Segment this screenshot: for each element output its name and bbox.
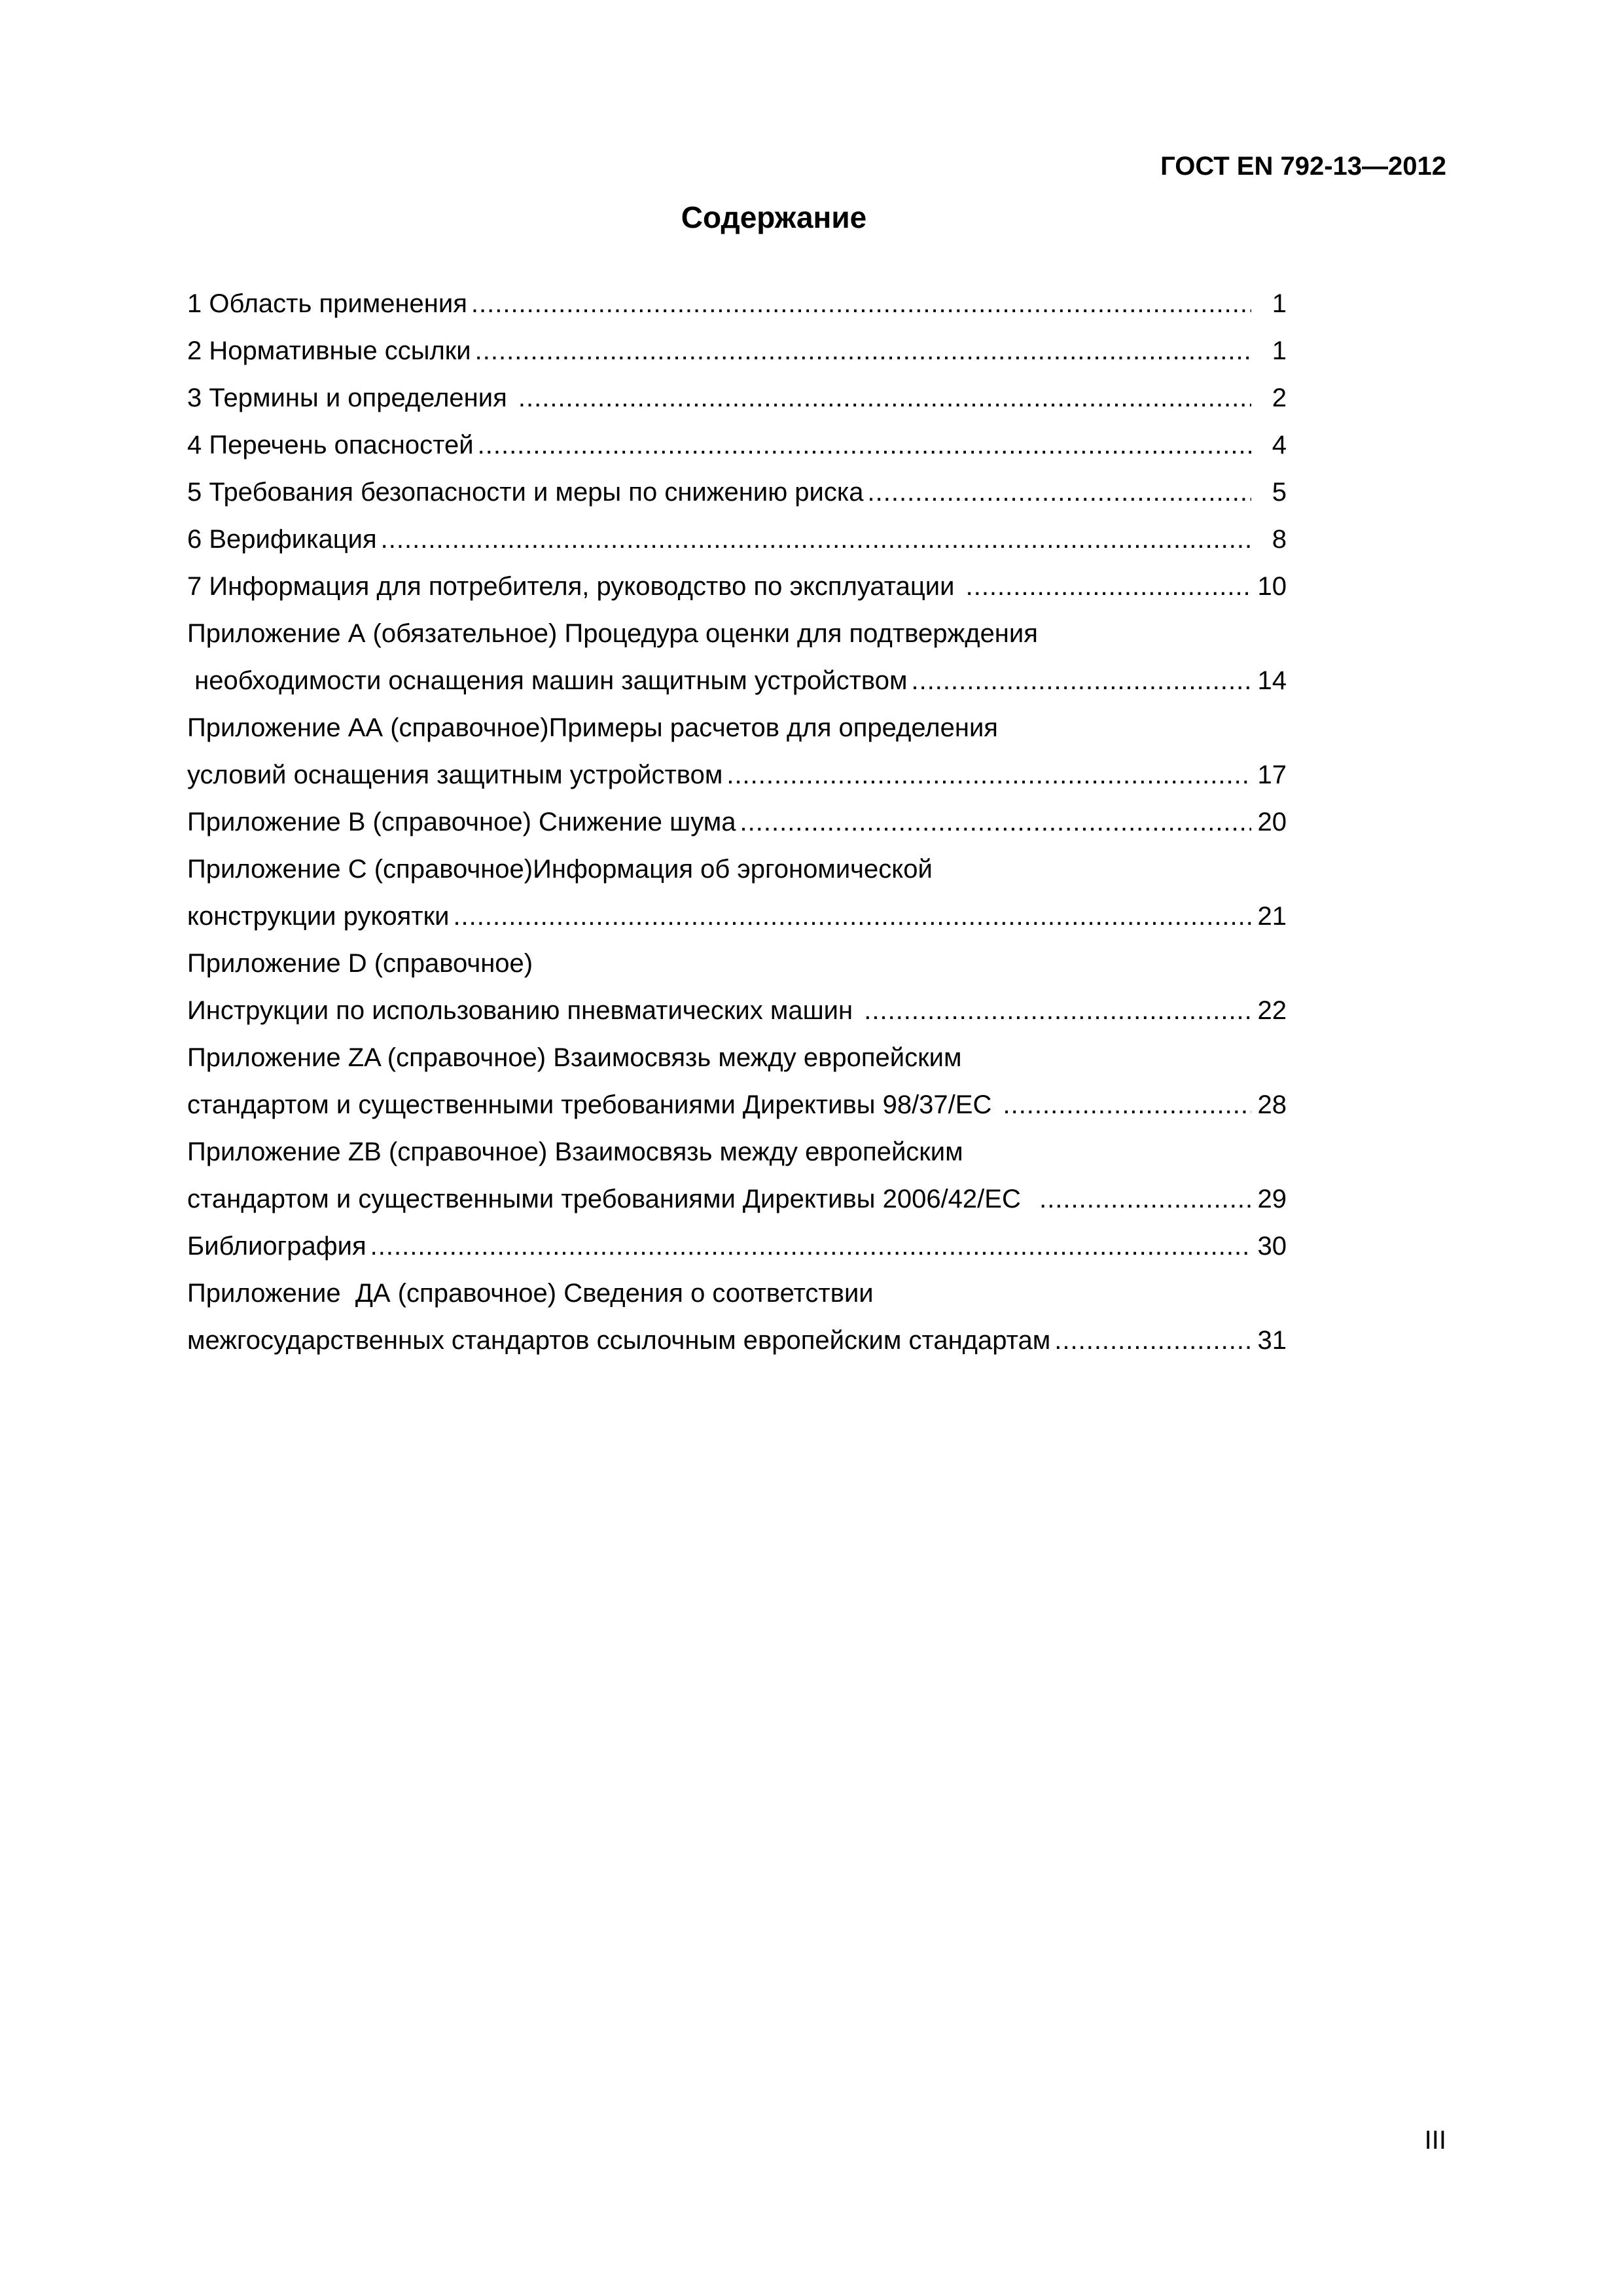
toc-entry-text: конструкции рукоятки (187, 902, 450, 931)
toc-entry (187, 704, 1287, 751)
toc-entry (187, 610, 1287, 657)
toc-entry (187, 1317, 1287, 1364)
toc-entry-page: 29 (1257, 1185, 1287, 1213)
toc-dot-leader (1054, 1317, 1251, 1364)
toc-entry-page: 1 (1272, 289, 1287, 318)
page-title: Содержание (681, 200, 867, 234)
toc-entry (187, 940, 1287, 987)
toc-entry-text: стандартом и существенными требованиями Директивы 2006/42/ЕС (187, 1185, 1036, 1213)
toc-entry-page: 22 (1257, 996, 1287, 1025)
toc-entry-text: Приложение АА (справочное)Примеры расчетов для определения (187, 713, 998, 742)
toc-entry-page: 28 (1257, 1090, 1287, 1119)
toc-entry-page: 17 (1257, 761, 1287, 789)
toc-dot-leader (911, 657, 1251, 704)
toc-entry (187, 469, 1287, 516)
toc-entry (187, 563, 1287, 610)
toc-entry-text: 5 Требования безопасности и меры по снижению риска (187, 478, 864, 507)
page-number: III (1424, 2126, 1446, 2155)
toc-entry-text: 1 Область применения (187, 289, 467, 318)
toc-dot-leader (370, 1223, 1251, 1270)
toc-entry-text: Приложение D (справочное) (187, 949, 533, 978)
toc-entry-text: стандартом и существенными требованиями Директивы 98/37/ЕС (187, 1090, 999, 1119)
toc-dot-leader (453, 893, 1251, 940)
toc-dot-leader (471, 280, 1251, 327)
toc-entry-text: межгосударственных стандартов ссылочным европейским стандартам (187, 1326, 1051, 1355)
toc-entry-text: Инструкции по использованию пневматических машин (187, 996, 861, 1025)
toc-entry (187, 1081, 1287, 1128)
toc-entry-page: 14 (1257, 666, 1287, 695)
document-code: ГОСТ EN 792-13—2012 (1160, 152, 1446, 181)
toc-dot-leader (381, 516, 1251, 563)
toc-entry-page: 30 (1257, 1232, 1287, 1261)
toc-entry (187, 327, 1287, 374)
toc-dot-leader (740, 798, 1251, 846)
toc-entry (187, 1034, 1287, 1081)
toc-entry (187, 280, 1287, 327)
toc-entry (187, 846, 1287, 893)
toc-dot-leader (518, 374, 1251, 422)
toc-dot-leader (868, 469, 1251, 516)
toc-entry-text: необходимости оснащения машин защитным устройством (187, 666, 908, 695)
toc-entry-text: 7 Информация для потребителя, руководство по эксплуатации (187, 572, 962, 601)
toc-entry-page: 1 (1272, 336, 1287, 365)
toc-entry-page: 10 (1257, 572, 1287, 601)
toc-entry-page: 8 (1272, 525, 1287, 554)
toc-dot-leader (864, 987, 1251, 1034)
toc-entry-text: Приложение С (справочное)Информация об эргономической (187, 855, 933, 884)
toc-entry-page: 20 (1257, 808, 1287, 836)
toc-entry (187, 1128, 1287, 1175)
toc-entry-text: условий оснащения защитным устройством (187, 761, 723, 789)
toc-entry-text: 2 Нормативные ссылки (187, 336, 471, 365)
toc-entry-text: Приложение ZB (справочное) Взаимосвязь между европейским (187, 1138, 963, 1166)
toc-entry-page: 4 (1272, 431, 1287, 459)
toc-dot-leader (478, 422, 1251, 469)
toc-entry (187, 516, 1287, 563)
toc-entry (187, 422, 1287, 469)
toc-dot-leader (1003, 1081, 1251, 1128)
toc-dot-leader (726, 751, 1251, 798)
toc-entry-text: 6 Верификация (187, 525, 377, 554)
toc-entry-text: Библиография (187, 1232, 366, 1261)
toc-entry (187, 374, 1287, 422)
toc-entry-page: 2 (1272, 384, 1287, 412)
toc-entry-text: Приложение В (справочное) Снижение шума (187, 808, 736, 836)
toc-entry (187, 657, 1287, 704)
toc-entry (187, 893, 1287, 940)
toc-entry (187, 798, 1287, 846)
toc-dot-leader (475, 327, 1251, 374)
toc-entry (187, 1175, 1287, 1223)
toc-entry (187, 1223, 1287, 1270)
toc-entry-page: 31 (1257, 1326, 1287, 1355)
toc-entry (187, 987, 1287, 1034)
toc-entry-text: Приложение ДА (справочное) Сведения о соответствии (187, 1279, 874, 1308)
toc-entry-text: Приложение ZA (справочное) Взаимосвязь между европейским (187, 1043, 962, 1072)
table-of-contents (187, 280, 1287, 1364)
toc-entry (187, 1270, 1287, 1317)
toc-entry-text: 4 Перечень опасностей (187, 431, 474, 459)
toc-dot-leader (966, 563, 1251, 610)
toc-entry-page: 21 (1257, 902, 1287, 931)
toc-entry-page: 5 (1272, 478, 1287, 507)
toc-entry (187, 751, 1287, 798)
toc-entry-text: 3 Термины и определения (187, 384, 514, 412)
toc-dot-leader (1039, 1175, 1251, 1223)
toc-entry-text: Приложение А (обязательное) Процедура оценки для подтверждения (187, 619, 1038, 648)
